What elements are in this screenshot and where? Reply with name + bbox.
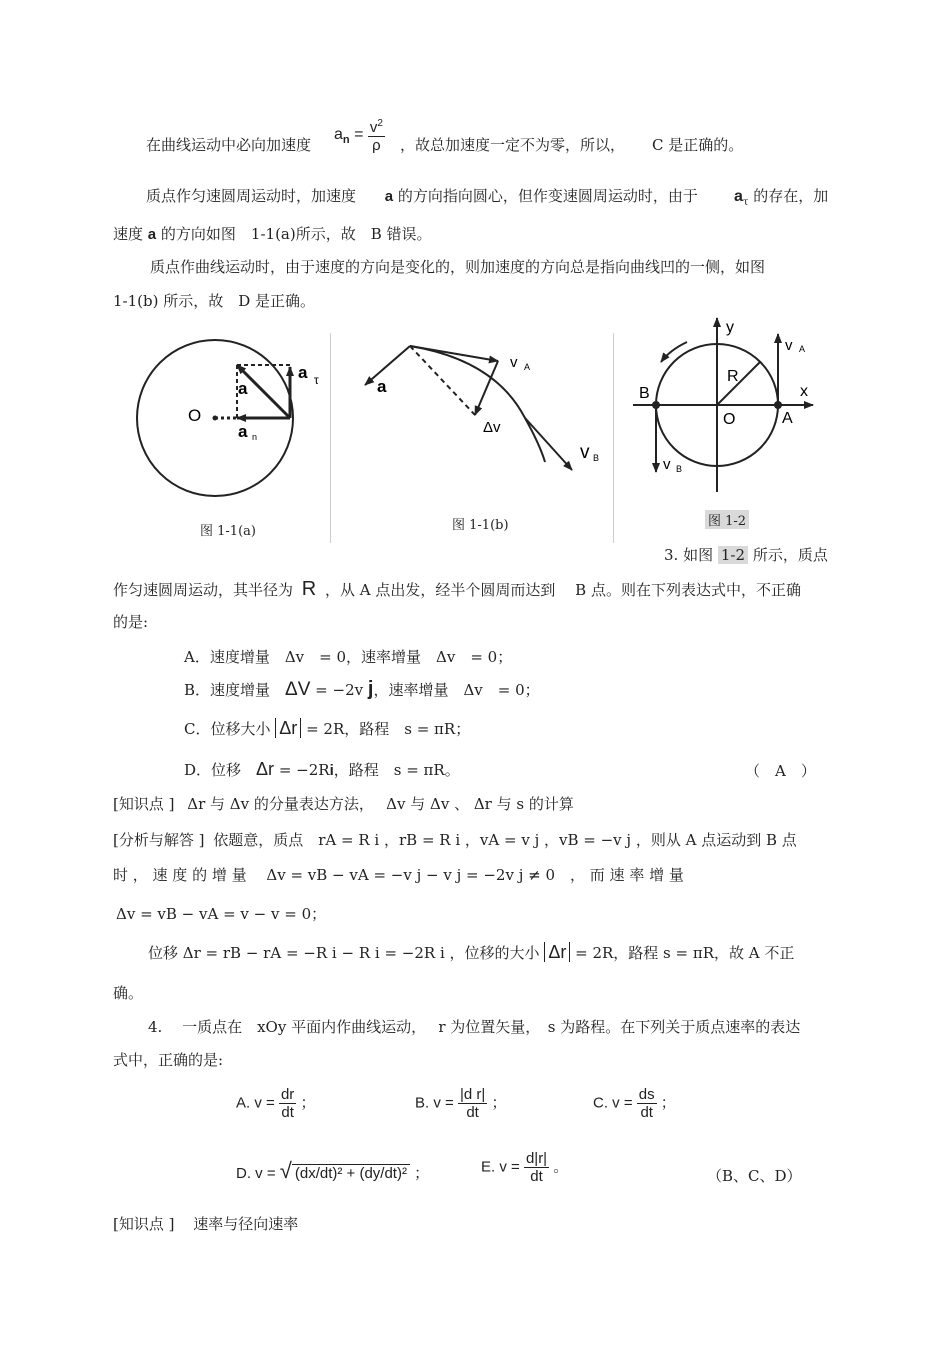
label-vA-2: v (785, 337, 793, 354)
q3-line-3: 的是: (113, 613, 149, 631)
figure-1-2 (625, 312, 825, 512)
label-n: n (252, 432, 258, 442)
vB-arrow (525, 418, 572, 470)
q4-option-b: B. v = $\frac{\text{|d r|}}{dt}$ ； (415, 1086, 507, 1121)
caption-fig-1-1b: 图 1-1(b) (452, 518, 509, 533)
divider-2 (613, 333, 614, 543)
normal-accel-formula: $a_n$ = $\frac{v^2}{\rho}$ (334, 118, 383, 154)
q3-knowledge-point: [知识点 ] Δr 与 Δv 的分量表达方法， Δv 与 Δv 、 Δr 与 s 的计算 (113, 795, 574, 813)
q4-line-2: 式中，正确的是: (113, 1051, 224, 1069)
q4-knowledge-point: [知识点 ] 速率与径向速率 (113, 1215, 299, 1233)
label-atau: a (298, 363, 308, 382)
label-O-2: O (723, 411, 736, 428)
rotation-arrow (661, 342, 687, 362)
caption-fig-1-1a: 图 1-1(a) (200, 524, 256, 539)
label-vA: v (510, 354, 518, 371)
q3-analysis-line-1: [分析与解答 ] 依题意，质点 rA = R i ，rB = R i ，vA = v j ，vB = −v j ，则从 A 点运动到 B 点 (113, 831, 797, 849)
q3-option-a: A．速度增量 Δv = 0，速率增量 Δv = 0； (184, 648, 513, 666)
q4-option-c: C. v = $\frac{ds}{dt}$ ； (593, 1086, 676, 1121)
label-A: A (782, 410, 793, 427)
q3-line-2: 作匀速圆周运动，其半径为 R ，从 A 点出发，经半个圆周而达到 B 点。则在下列表达式中，不正确 (113, 578, 801, 600)
label-an: a (238, 422, 248, 441)
q3-analysis-line-3: Δv = vB − vA = v − v = 0； (116, 905, 327, 923)
label-vA-sub-2: A (799, 344, 806, 354)
q3-analysis-line-5: 确。 (113, 984, 144, 1002)
label-vB-sub: B (593, 453, 600, 463)
para-1 (146, 134, 311, 155)
para-3-line-1: 质点作曲线运动时，由于速度的方向是变化的，则加速度的方向总是指向曲线凹的一侧，如图 (150, 258, 766, 276)
label-vA-sub: A (524, 362, 531, 372)
label-R: R (727, 368, 739, 385)
q3-option-c: C．位移大小 Δr = 2R，路程 s = πR； (184, 718, 471, 738)
para-1-post: ，故总加速度一定不为零，所以， (400, 136, 626, 154)
q4-option-e: E. v = $\frac{d|r|}{dt}$ 。 (481, 1150, 569, 1185)
para-2-line-1-end: $a_\tau$ 的存在，加 (734, 187, 829, 208)
label-B: B (639, 385, 650, 402)
label-vB: v (580, 442, 590, 463)
q4-option-a: A. v = $\frac{dr}{dt}$ ； (236, 1086, 316, 1121)
q4-option-d: D. v = √ (dx/dt)² + (dy/dt)² ； (236, 1158, 430, 1183)
q3-analysis-line-4: 位移 Δr = rB − rA = −R i − R i = −2R i ，位移的大小 Δr = 2R，路程 s = πR，故 A 不正 (148, 942, 795, 962)
q3-analysis-line-2: 时 ， 速 度 的 增 量 Δv = vB − vA = −v j − v j = −2v j ≠ 0 ， 而 速 率 增 量 (113, 866, 684, 884)
label-a-b: a (377, 377, 387, 396)
para-1-pre: 在曲线运动中必向加速度 (146, 136, 312, 154)
label-vB-sub-2: B (676, 464, 683, 474)
para-2-line-2: 速度 a 的方向如图 1-1(a)所示，故 B 错误。 (113, 225, 432, 243)
label-y: y (726, 319, 734, 336)
label-O: O (188, 406, 202, 425)
q3-option-d: D．位移 Δr = −2Ri，路程 s = πR。 (184, 759, 460, 779)
q4-line-1: 4. 一质点在 xOy 平面内作曲线运动， r 为位置矢量， s 为路程。在下列关于质点速率的表达 (148, 1018, 801, 1036)
figure-1-1b (345, 330, 610, 505)
a-arrow-b (365, 346, 410, 385)
q3-answer: （ A ） (745, 762, 816, 780)
label-vB-2: v (663, 456, 671, 473)
q3-option-b: B．速度增量 ΔV = −2v j，速率增量 Δv = 0； (184, 678, 540, 700)
label-x: x (800, 383, 808, 400)
label-tau: τ (314, 373, 319, 387)
q3-line-1: 3. 如图 1-2 所示，质点 (664, 546, 828, 564)
para-2-line-1: 质点作匀速圆周运动时，加速度 a 的方向指向圆心，但作变速圆周运动时，由于 (146, 187, 698, 205)
figure-1-1a (120, 330, 330, 545)
q4-answer: （B、C、D） (707, 1167, 802, 1185)
caption-fig-1-2: 图 1-2 (705, 510, 749, 529)
para-1-answer: C 是正确的。 (652, 136, 744, 154)
label-a: a (238, 379, 248, 398)
divider-1 (330, 333, 331, 543)
para-3-line-2: 1-1(b) 所示，故 D 是正确。 (113, 292, 316, 310)
label-dv: Δv (483, 419, 501, 436)
